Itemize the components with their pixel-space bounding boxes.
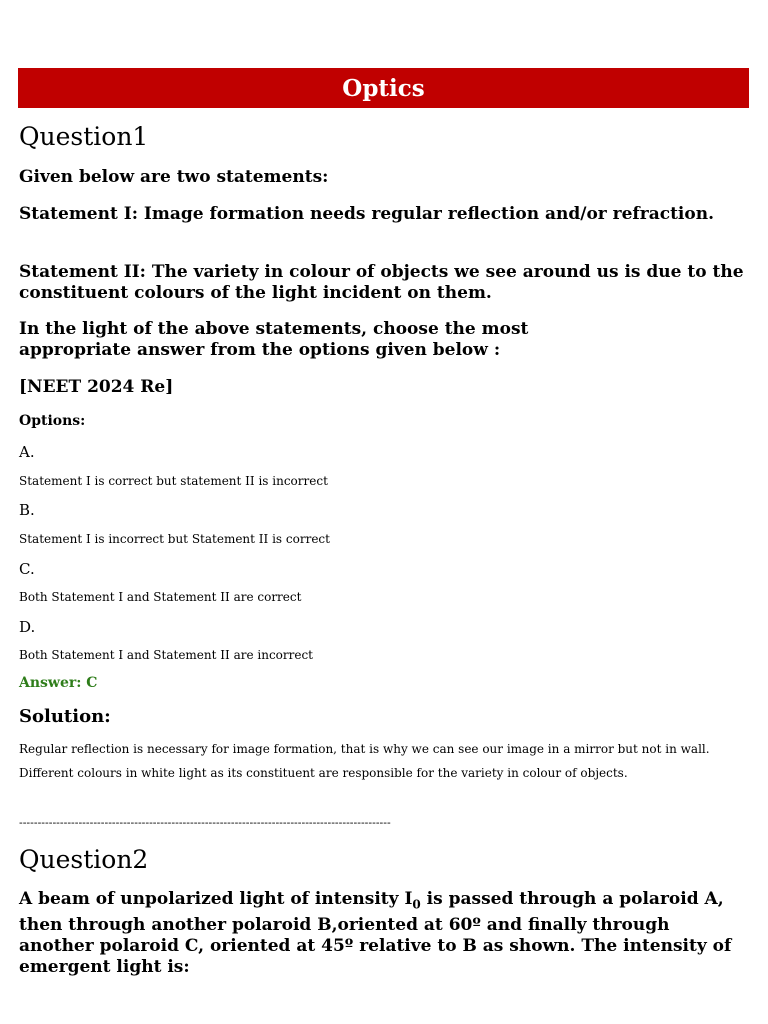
- question-1-title: Question1: [19, 122, 149, 151]
- solution-label: Solution:: [19, 706, 111, 727]
- options-label: Options:: [19, 413, 86, 429]
- option-a-letter: A.: [19, 443, 35, 461]
- option-d-letter: D.: [19, 618, 36, 636]
- question-2-text: [19, 889, 749, 978]
- chapter-title: Optics: [342, 74, 425, 102]
- question-1-statement-1: Statement I: Image formation needs regular reflection and/or refraction.: [19, 204, 714, 224]
- question-2-text-end: is passed through a polaroid A, then through another polaroid B,oriented at 60º and finally through another polaroid C, oriented at 45º relative to B as shown. The intensity of emergent light is:: [19, 889, 732, 978]
- question-1-statement-2: Statement II: The variety in colour of objects we see around us is due to the constituent colours of the light incident on them.: [19, 262, 744, 303]
- option-b-letter: B.: [19, 501, 35, 519]
- option-b-text: Statement I is incorrect but Statement II is correct: [19, 532, 330, 546]
- question-1-intro: Given below are two statements:: [19, 167, 329, 187]
- intensity-subscript: 0: [412, 897, 421, 912]
- option-c-letter: C.: [19, 560, 35, 578]
- question-2-title: Question2: [19, 845, 149, 874]
- option-a-text: Statement I is correct but statement II is incorrect: [19, 474, 328, 488]
- option-d-text: Both Statement I and Statement II are incorrect: [19, 648, 314, 662]
- solution-line-1: Regular reflection is necessary for image formation, that is why we can see our image in a mirror but not in wall.: [19, 742, 710, 756]
- question-1-exam-tag: [NEET 2024 Re]: [19, 377, 174, 397]
- question-2-text-start: A beam of unpolarized light of intensity I: [19, 889, 413, 909]
- option-c-text: Both Statement I and Statement II are correct: [19, 590, 302, 604]
- question-1-answer: Answer: C: [19, 675, 98, 691]
- question-1-prompt: In the light of the above statements, choose the most appropriate answer from the options given below :: [19, 319, 529, 360]
- chapter-banner: [18, 68, 749, 108]
- solution-line-2: Different colours in white light as its constituent are responsible for the variety in colour of objects.: [19, 766, 628, 780]
- question-divider: ----------------------------------------------------------------------------------------------------: [19, 816, 391, 829]
